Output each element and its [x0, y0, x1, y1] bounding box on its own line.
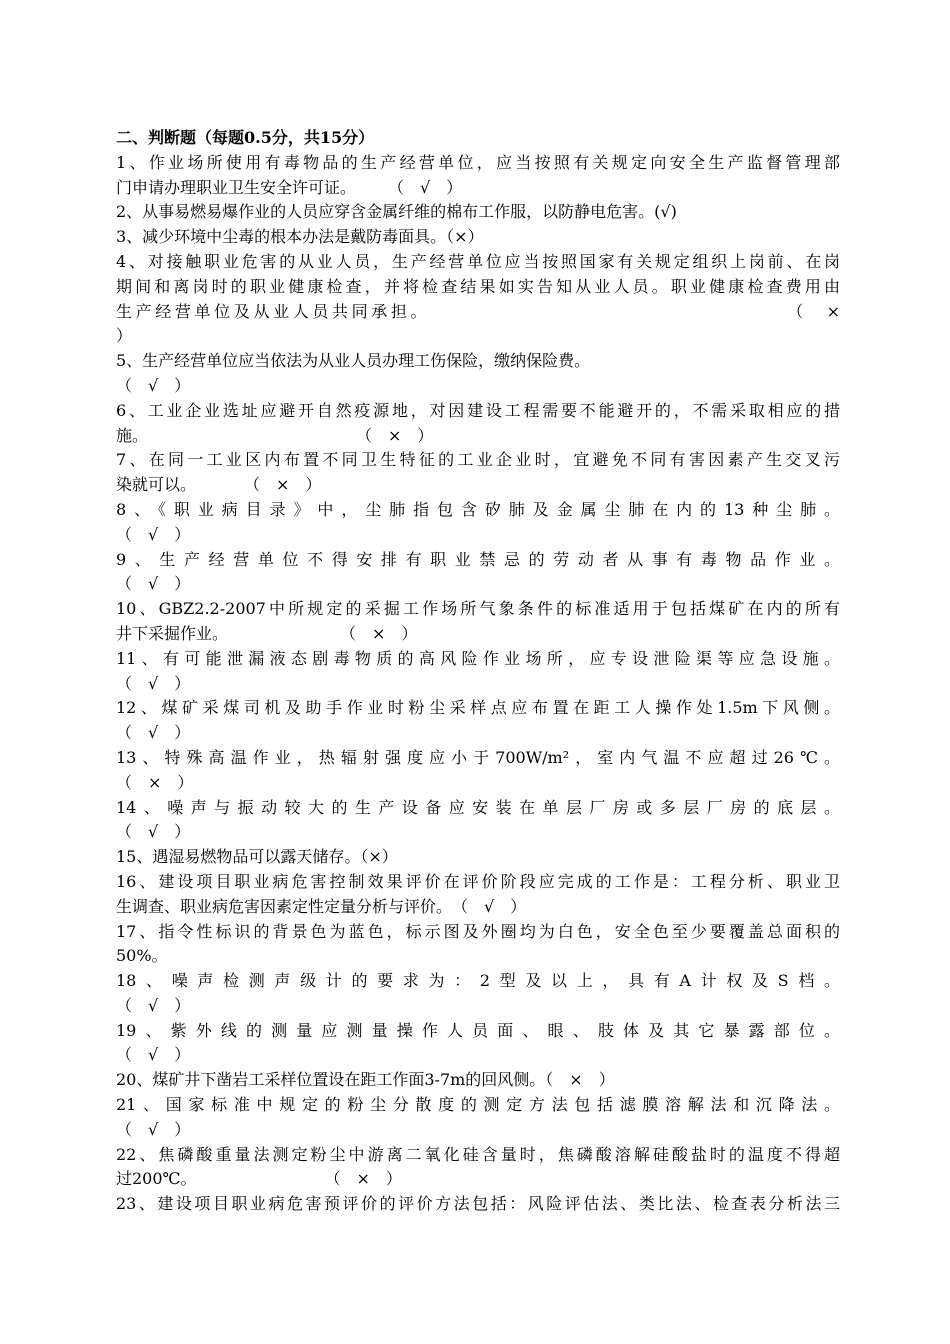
text-line: 10、GBZ2.2-2007中所规定的采掘工作场所气象条件的标准适用于包括煤矿在内的所有	[116, 599, 840, 619]
text-line: 15、遇湿易燃物品可以露天储存。（×）	[116, 847, 398, 867]
text-line: 8、《职业病目录》中，尘肺指包含矽肺及金属尘肺在内的13种尘肺。	[116, 499, 840, 519]
text-line: 14、噪声与振动较大的生产设备应安装在单层厂房或多层厂房的底层。	[116, 797, 840, 817]
text-line: 50%。	[116, 946, 168, 966]
text-line: 施。 （ × ）	[116, 425, 434, 445]
text-line: 4、对接触职业危害的从业人员，生产经营单位应当按照国家有关规定组织上岗前、在岗	[116, 251, 840, 271]
text-line: （ √ ）	[116, 1119, 191, 1139]
document-page	[116, 126, 840, 1217]
text-line: 6、工业企业选址应避开自然疫源地，对因建设工程需要不能避开的，不需采取相应的措	[116, 400, 840, 420]
text-line: 井下采掘作业。 （ × ）	[116, 623, 418, 643]
text-line: （ √ ）	[116, 822, 191, 842]
text-line: 18、噪声检测声级计的要求为：2型及以上，具有A计权及S档。	[116, 971, 840, 991]
text-line: 生调查、职业病危害因素定性定量分析与评价。 （ √ ）	[116, 896, 527, 916]
text-line: 3、减少环境中尘毒的根本办法是戴防毒面具。（×）	[116, 227, 484, 247]
text-line: （ √ ）	[116, 723, 191, 743]
text-line: 13、特殊高温作业，热辐射强度应小于700W/m²，室内气温不应超过26℃。	[116, 747, 840, 767]
text-line: 1、作业场所使用有毒物品的生产经营单位，应当按照有关规定向安全生产监督管理部	[116, 152, 840, 172]
text-line: 20、煤矿井下凿岩工采样位置设在距工作面3-7m的回风侧。（ × ）	[116, 1070, 615, 1090]
text-line: （ √ ）	[116, 574, 191, 594]
text-line: 12、煤矿采煤司机及助手作业时粉尘采样点应布置在距工人操作处1.5m下风侧。	[116, 698, 840, 718]
text-line: （ × ）	[116, 772, 194, 792]
text-line: （ √ ）	[116, 995, 191, 1015]
question-list	[116, 151, 840, 1217]
section-title: 二、判断题（每题0.5分，共15分）	[116, 128, 375, 147]
text-line: 16、建设项目职业病危害控制效果评价在评价阶段应完成的工作是：工程分析、职业卫	[116, 871, 840, 891]
text-line: 过200℃。 （ × ）	[116, 1169, 402, 1189]
text-line: （ √ ）	[116, 1045, 191, 1065]
text-line: （ √ ）	[116, 673, 191, 693]
text-line: 2、从事易燃易爆作业的人员应穿含金属纤维的棉布工作服，以防静电危害。(√)	[116, 202, 677, 222]
text-line: 17、指令性标识的背景色为蓝色，标示图及外圈均为白色，安全色至少要覆盖总面积的	[116, 921, 840, 941]
text-line: （ √ ）	[116, 524, 191, 544]
text-line: 19、紫外线的测量应测量操作人员面、眼、肢体及其它暴露部位。	[116, 1020, 840, 1040]
text-line: ）	[116, 326, 133, 346]
text-line: 期间和离岗时的职业健康检查，并将检查结果如实告知从业人员。职业健康检查费用由	[116, 276, 840, 296]
text-line: 11、有可能泄漏液态剧毒物质的高风险作业场所，应专设泄险渠等应急设施。	[116, 648, 840, 668]
text-line: 22、焦磷酸重量法测定粉尘中游离二氧化硅含量时，焦磷酸溶解硅酸盐时的温度不得超	[116, 1144, 840, 1164]
text-line: 染就可以。 （ × ）	[116, 475, 322, 495]
text-line: 5、生产经营单位应当依法为从业人员办理工伤保险，缴纳保险费。	[116, 351, 591, 371]
text-line: 生产经营单位及从业人员共同承担。 （ ×	[116, 301, 840, 321]
text-line: 21、国家标准中规定的粉尘分散度的测定方法包括滤膜溶解法和沉降法。	[116, 1095, 840, 1115]
text-line: 23、建设项目职业病危害预评价的评价方法包括：风险评估法、类比法、检查表分析法三	[116, 1194, 840, 1214]
text-line: （ √ ）	[116, 375, 191, 395]
text-line: 7、在同一工业区内布置不同卫生特征的工业企业时，宜避免不同有害因素产生交叉污	[116, 450, 840, 470]
text-line: 门申请办理职业卫生安全许可证。 （ √ ）	[116, 177, 463, 197]
text-line: 9、生产经营单位不得安排有职业禁忌的劳动者从事有毒物品作业。	[116, 549, 840, 569]
